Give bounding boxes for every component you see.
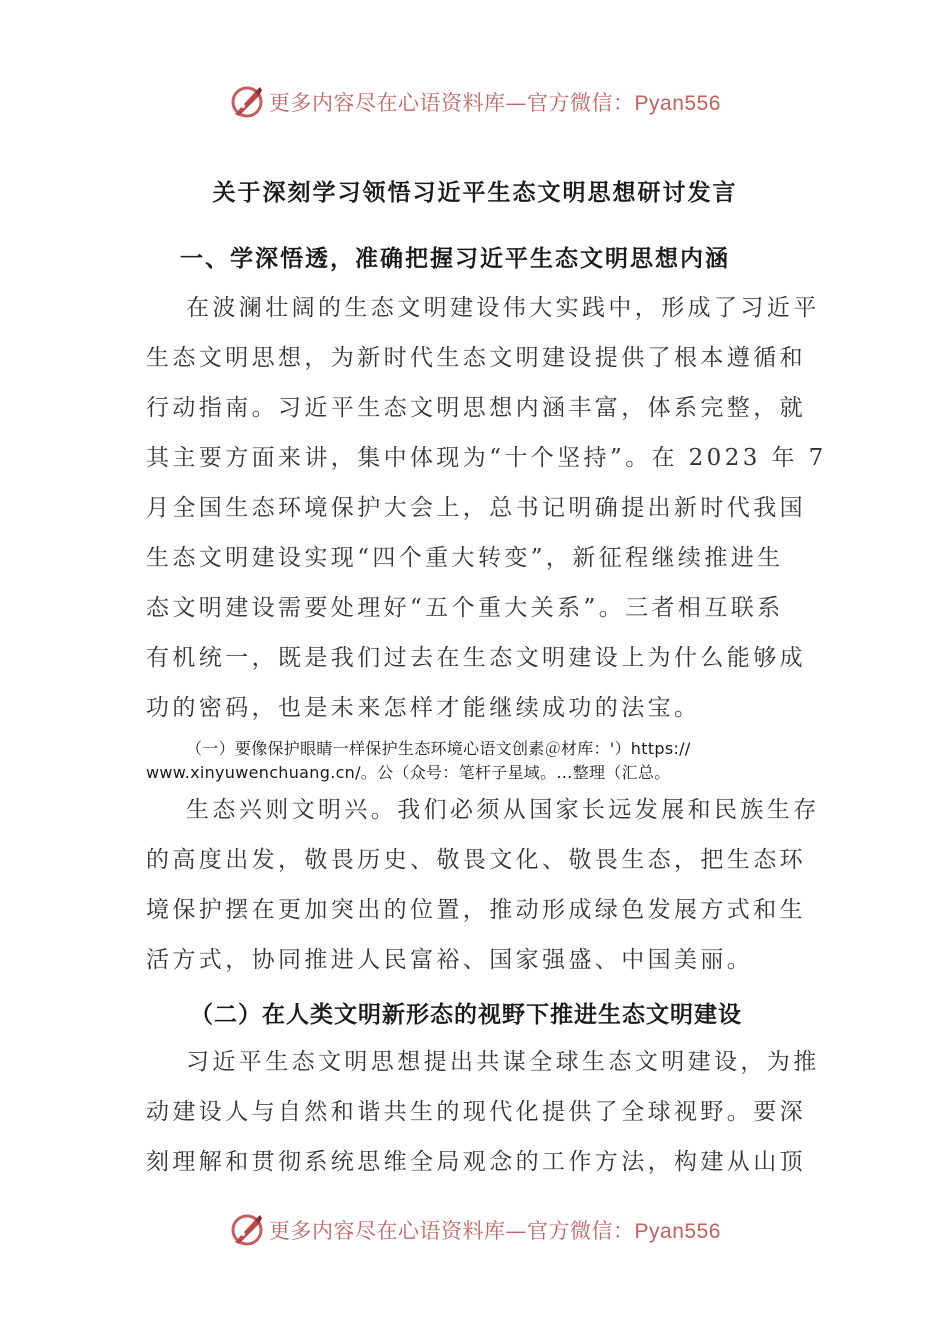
paragraph-2-line: 生态兴则文明兴。我们必须从国家长远发展和民族生存 xyxy=(186,797,820,823)
footer-banner-wechat-id: Pyan556 xyxy=(634,1220,721,1243)
paragraph-3-line: 刻理解和贯彻系统思维全局观念的工作方法，构建从山顶 xyxy=(146,1149,806,1175)
paragraph-1-line: 态文明建设需要处理好“五个重大关系”。三者相互联系 xyxy=(146,595,784,621)
header-banner xyxy=(0,80,950,124)
footer-banner xyxy=(0,1208,950,1252)
paragraph-3-line: 动建设人与自然和谐共生的现代化提供了全球视野。要深 xyxy=(146,1099,806,1125)
header-banner-wechat-id: Pyan556 xyxy=(634,92,721,115)
paragraph-1-line: 行动指南。习近平生态文明思想内涵丰富，体系完整，就 xyxy=(146,395,806,421)
footer-banner-text: 更多内容尽在心语资料库—官方微信：Pyan556 xyxy=(269,1219,721,1243)
document-title: 关于深刻学习领悟习近平生态文明思想研讨发言 xyxy=(212,179,738,206)
paragraph-1-line: 有机统一，既是我们过去在生态文明建设上为什么能够成 xyxy=(146,645,806,671)
paragraph-3-line: 习近平生态文明思想提出共谋全球生态文明建设，为推 xyxy=(186,1049,820,1075)
section-heading-2: （二）在人类文明新形态的视野下推进生态文明建设 xyxy=(190,1001,742,1028)
watermark-note-line: www.xinyuwenchuang.cn/。公（众号：笔杆子星域。…整理（汇总。 xyxy=(146,763,671,782)
paragraph-1-line: 月全国生态环境保护大会上，总书记明确提出新时代我国 xyxy=(146,495,806,521)
paragraph-2-line: 境保护摆在更加突出的位置，推动形成绿色发展方式和生 xyxy=(146,897,806,923)
paragraph-1-line: 在波澜壮阔的生态文明建设伟大实践中，形成了习近平 xyxy=(186,295,820,321)
watermark-note-line: （一）要像保护眼睛一样保护生态环境心语文创素＠材库：'）https:// xyxy=(186,739,691,758)
paragraph-1-line: 其主要方面来讲，集中体现为“十个坚持”。在 2023 年 7 xyxy=(146,445,827,471)
paragraph-1-line: 生态文明建设实现“四个重大转变”，新征程继续推进生 xyxy=(146,545,784,571)
pen-logo-icon xyxy=(229,84,265,120)
pen-logo-icon xyxy=(229,1212,265,1248)
paragraph-2-line: 活方式，协同推进人民富裕、国家强盛、中国美丽。 xyxy=(146,947,754,973)
paragraph-2-line: 的高度出发，敬畏历史、敬畏文化、敬畏生态，把生态环 xyxy=(146,847,806,873)
paragraph-1-line: 功的密码，也是未来怎样才能继续成功的法宝。 xyxy=(146,695,701,721)
section-heading-1: 一、学深悟透，准确把握习近平生态文明思想内涵 xyxy=(180,245,730,272)
header-banner-text: 更多内容尽在心语资料库—官方微信：Pyan556 xyxy=(269,91,721,115)
paragraph-1-line: 生态文明思想，为新时代生态文明建设提供了根本遵循和 xyxy=(146,345,806,371)
